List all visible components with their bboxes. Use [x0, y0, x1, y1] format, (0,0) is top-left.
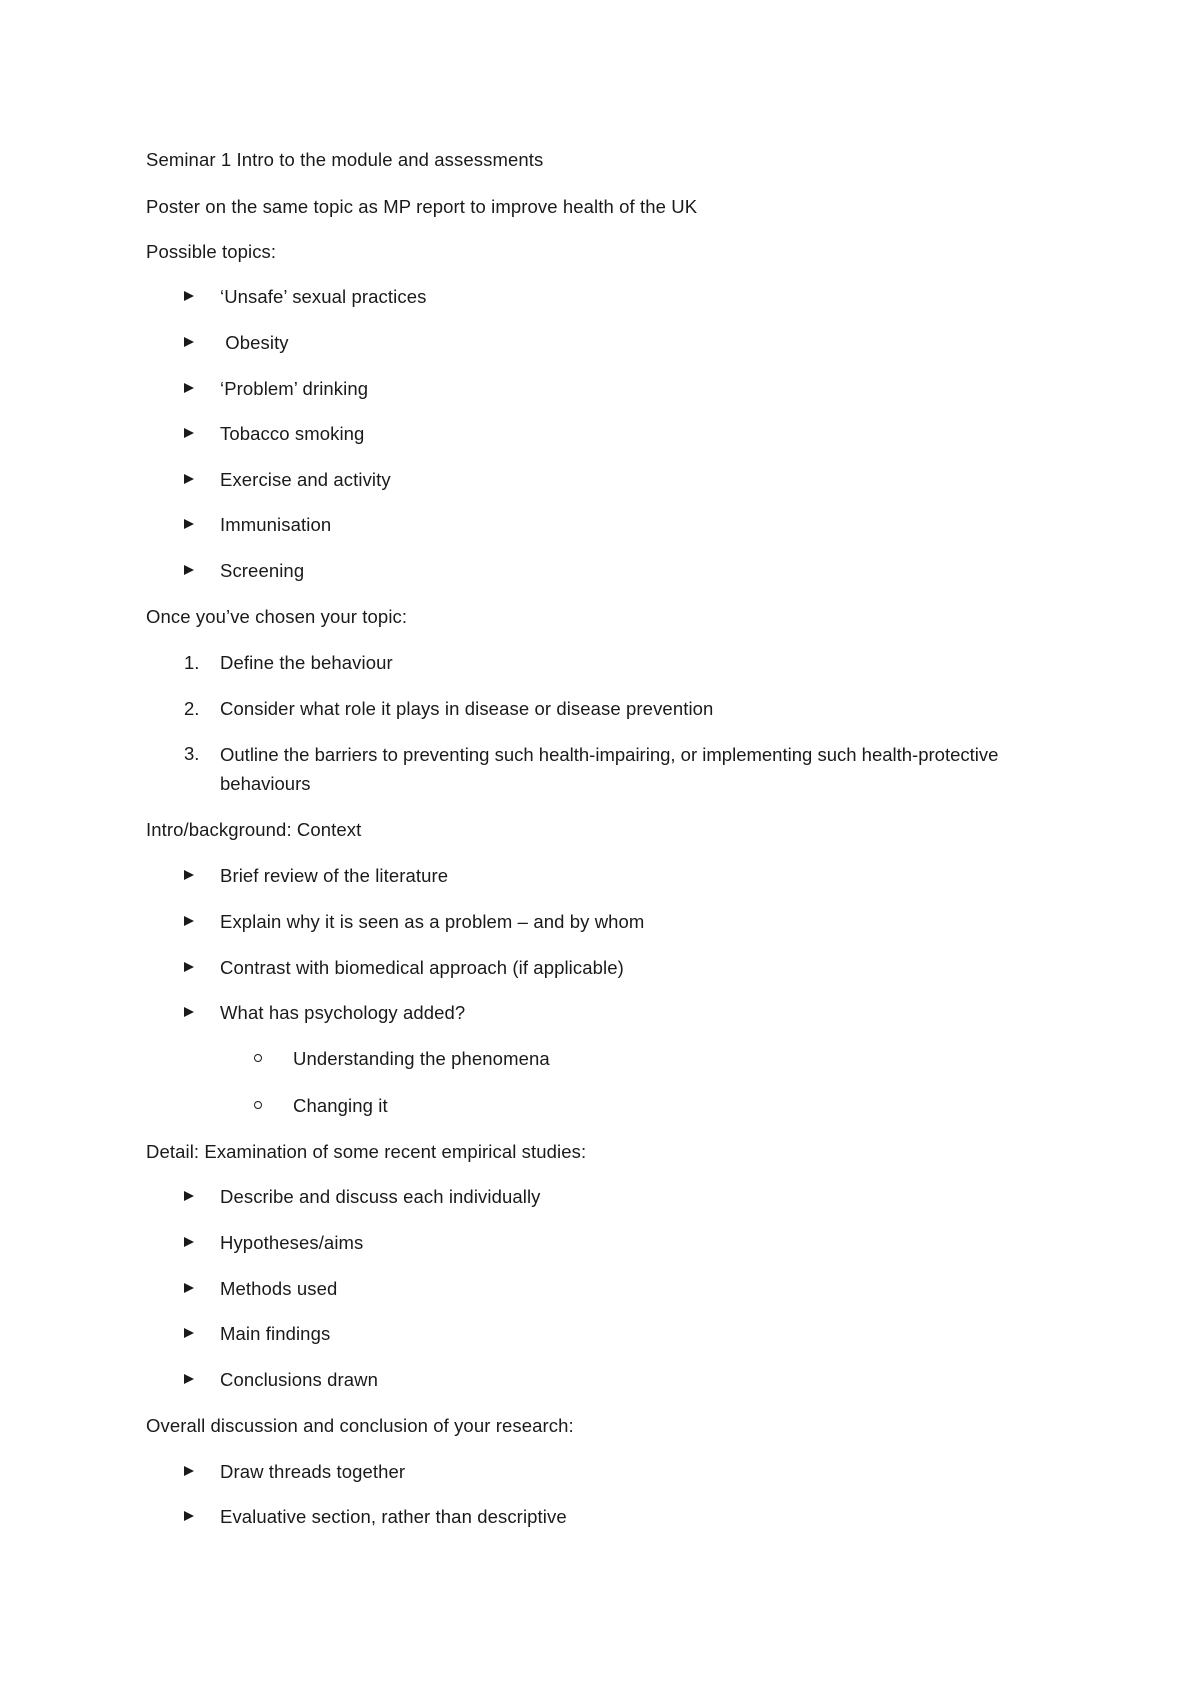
detail-heading: Detail: Examination of some recent empirical studies: [146, 1141, 587, 1162]
bullet-circle-icon [254, 1101, 262, 1109]
bullet-arrow-icon [184, 565, 194, 575]
topic-item: ‘Unsafe’ sexual practices [220, 286, 427, 307]
detail-item: Conclusions drawn [220, 1369, 379, 1390]
step-item: Consider what role it plays in disease or disease prevention [220, 698, 714, 719]
context-item: What has psychology added? [220, 1002, 466, 1023]
discussion-item: Evaluative section, rather than descriptive [220, 1506, 567, 1527]
discussion-item: Draw threads together [220, 1461, 406, 1482]
bullet-arrow-icon [184, 916, 194, 926]
step-item: Outline the barriers to preventing such health-impairing, or implementing such health-protective behaviours [220, 744, 999, 794]
context-item: Brief review of the literature [220, 865, 449, 886]
document-title: Seminar 1 Intro to the module and assessments [146, 149, 544, 170]
bullet-arrow-icon [184, 1374, 194, 1384]
topic-item: Tobacco smoking [220, 423, 365, 444]
bullet-arrow-icon [184, 383, 194, 393]
bullet-arrow-icon [184, 291, 194, 301]
bullet-arrow-icon [184, 1007, 194, 1017]
bullet-arrow-icon [184, 519, 194, 529]
topic-item: Immunisation [220, 514, 332, 535]
detail-item: Main findings [220, 1323, 331, 1344]
step-number: 3. [184, 743, 200, 764]
topic-item: Screening [220, 560, 305, 581]
context-heading: Intro/background: Context [146, 819, 362, 840]
context-item: Contrast with biomedical approach (if applicable) [220, 957, 624, 978]
topics-heading: Possible topics: [146, 241, 277, 262]
context-subitem: Changing it [293, 1095, 388, 1116]
bullet-arrow-icon [184, 1191, 194, 1201]
chosen-heading: Once you’ve chosen your topic: [146, 606, 408, 627]
step-item: Define the behaviour [220, 652, 393, 673]
bullet-circle-icon [254, 1054, 262, 1062]
discussion-heading: Overall discussion and conclusion of your research: [146, 1415, 574, 1436]
detail-item: Hypotheses/aims [220, 1232, 364, 1253]
bullet-arrow-icon [184, 428, 194, 438]
step-number: 1. [184, 652, 200, 673]
context-subitem: Understanding the phenomena [293, 1048, 550, 1069]
bullet-arrow-icon [184, 474, 194, 484]
bullet-arrow-icon [184, 1237, 194, 1247]
bullet-arrow-icon [184, 1466, 194, 1476]
intro-paragraph: Poster on the same topic as MP report to improve health of the UK [146, 196, 698, 217]
bullet-arrow-icon [184, 1511, 194, 1521]
bullet-arrow-icon [184, 1328, 194, 1338]
step-number: 2. [184, 698, 200, 719]
detail-item: Describe and discuss each individually [220, 1186, 541, 1207]
bullet-arrow-icon [184, 1283, 194, 1293]
bullet-arrow-icon [184, 337, 194, 347]
bullet-arrow-icon [184, 962, 194, 972]
bullet-arrow-icon [184, 870, 194, 880]
detail-item: Methods used [220, 1278, 338, 1299]
topic-item: Obesity [220, 332, 289, 353]
context-item: Explain why it is seen as a problem – and by whom [220, 911, 645, 932]
topic-item: ‘Problem’ drinking [220, 378, 369, 399]
topic-item: Exercise and activity [220, 469, 391, 490]
